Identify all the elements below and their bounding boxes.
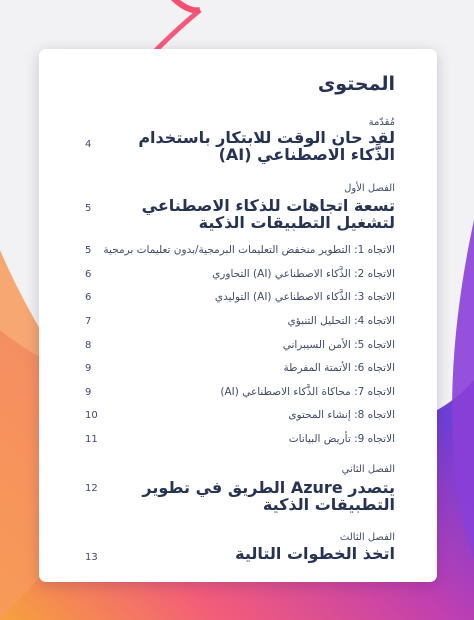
toc-item-page: 11 xyxy=(85,434,98,445)
toc-item-trend-4[interactable]: الاتجاه 4: التحليل التنبؤي xyxy=(287,315,395,327)
chapter1-page: 5 xyxy=(85,203,92,214)
toc-item-page: 8 xyxy=(85,340,92,351)
chapter2-label: الفصل الثاني xyxy=(341,464,395,475)
toc-item-trend-8[interactable]: الاتجاه 8: إنشاء المحتوى xyxy=(288,409,395,421)
chapter3-page: 13 xyxy=(85,552,98,563)
toc-item-page: 7 xyxy=(85,316,92,327)
toc-item-trend-3[interactable]: الاتجاه 3: الذَّكاء الاصطناعي (AI) التوليدي xyxy=(214,291,395,303)
toc-item-page: 10 xyxy=(85,410,98,421)
intro-page: 4 xyxy=(85,139,92,150)
toc-item-trend-5[interactable]: الاتجاه 5: الأمن السيبراني xyxy=(282,339,395,351)
chapter3-title[interactable]: اتخذ الخطوات التالية xyxy=(235,544,395,563)
toc-item-trend-1[interactable]: الاتجاه 1: التطوير منخفض التعليمات البرمجية/بدون تعليمات برمجية xyxy=(103,244,395,256)
chapter1-label: الفصل الأول xyxy=(344,183,395,194)
toc-item-trend-2[interactable]: الاتجاه 2: الذَّكاء الاصطناعي (AI) التحاوري xyxy=(212,268,395,280)
chapter2-title[interactable]: يتصدر Azure الطريق في تطوير التطبيقات الذكية xyxy=(142,478,395,514)
toc-title: المحتوى xyxy=(317,73,395,95)
toc-item-page: 5 xyxy=(85,245,92,256)
toc-card xyxy=(39,49,437,582)
toc-item-page: 6 xyxy=(85,292,92,303)
toc-item-trend-6[interactable]: الاتجاه 6: الأتمتة المفرطة xyxy=(283,362,395,374)
toc-item-page: 9 xyxy=(85,363,92,374)
chapter1-title[interactable]: تسعة اتجاهات للذكاء الاصطناعي لتشغيل التطبيقات الذكية xyxy=(141,196,395,232)
chapter2-page: 12 xyxy=(85,483,98,494)
intro-title[interactable]: لقد حان الوقت للابتكار باستخدام الذَّكاء الاصطناعي (AI) xyxy=(138,128,395,164)
chapter3-label: الفصل الثالث xyxy=(339,532,395,543)
toc-item-trend-7[interactable]: الاتجاه 7: محاكاة الذَّكاء الاصطناعي (AI) xyxy=(220,386,395,398)
toc-item-page: 6 xyxy=(85,269,92,280)
toc-item-page: 9 xyxy=(85,387,92,398)
intro-label: مُقدّمة xyxy=(368,117,395,128)
toc-item-trend-9[interactable]: الاتجاه 9: تأريض البيانات xyxy=(288,433,395,445)
